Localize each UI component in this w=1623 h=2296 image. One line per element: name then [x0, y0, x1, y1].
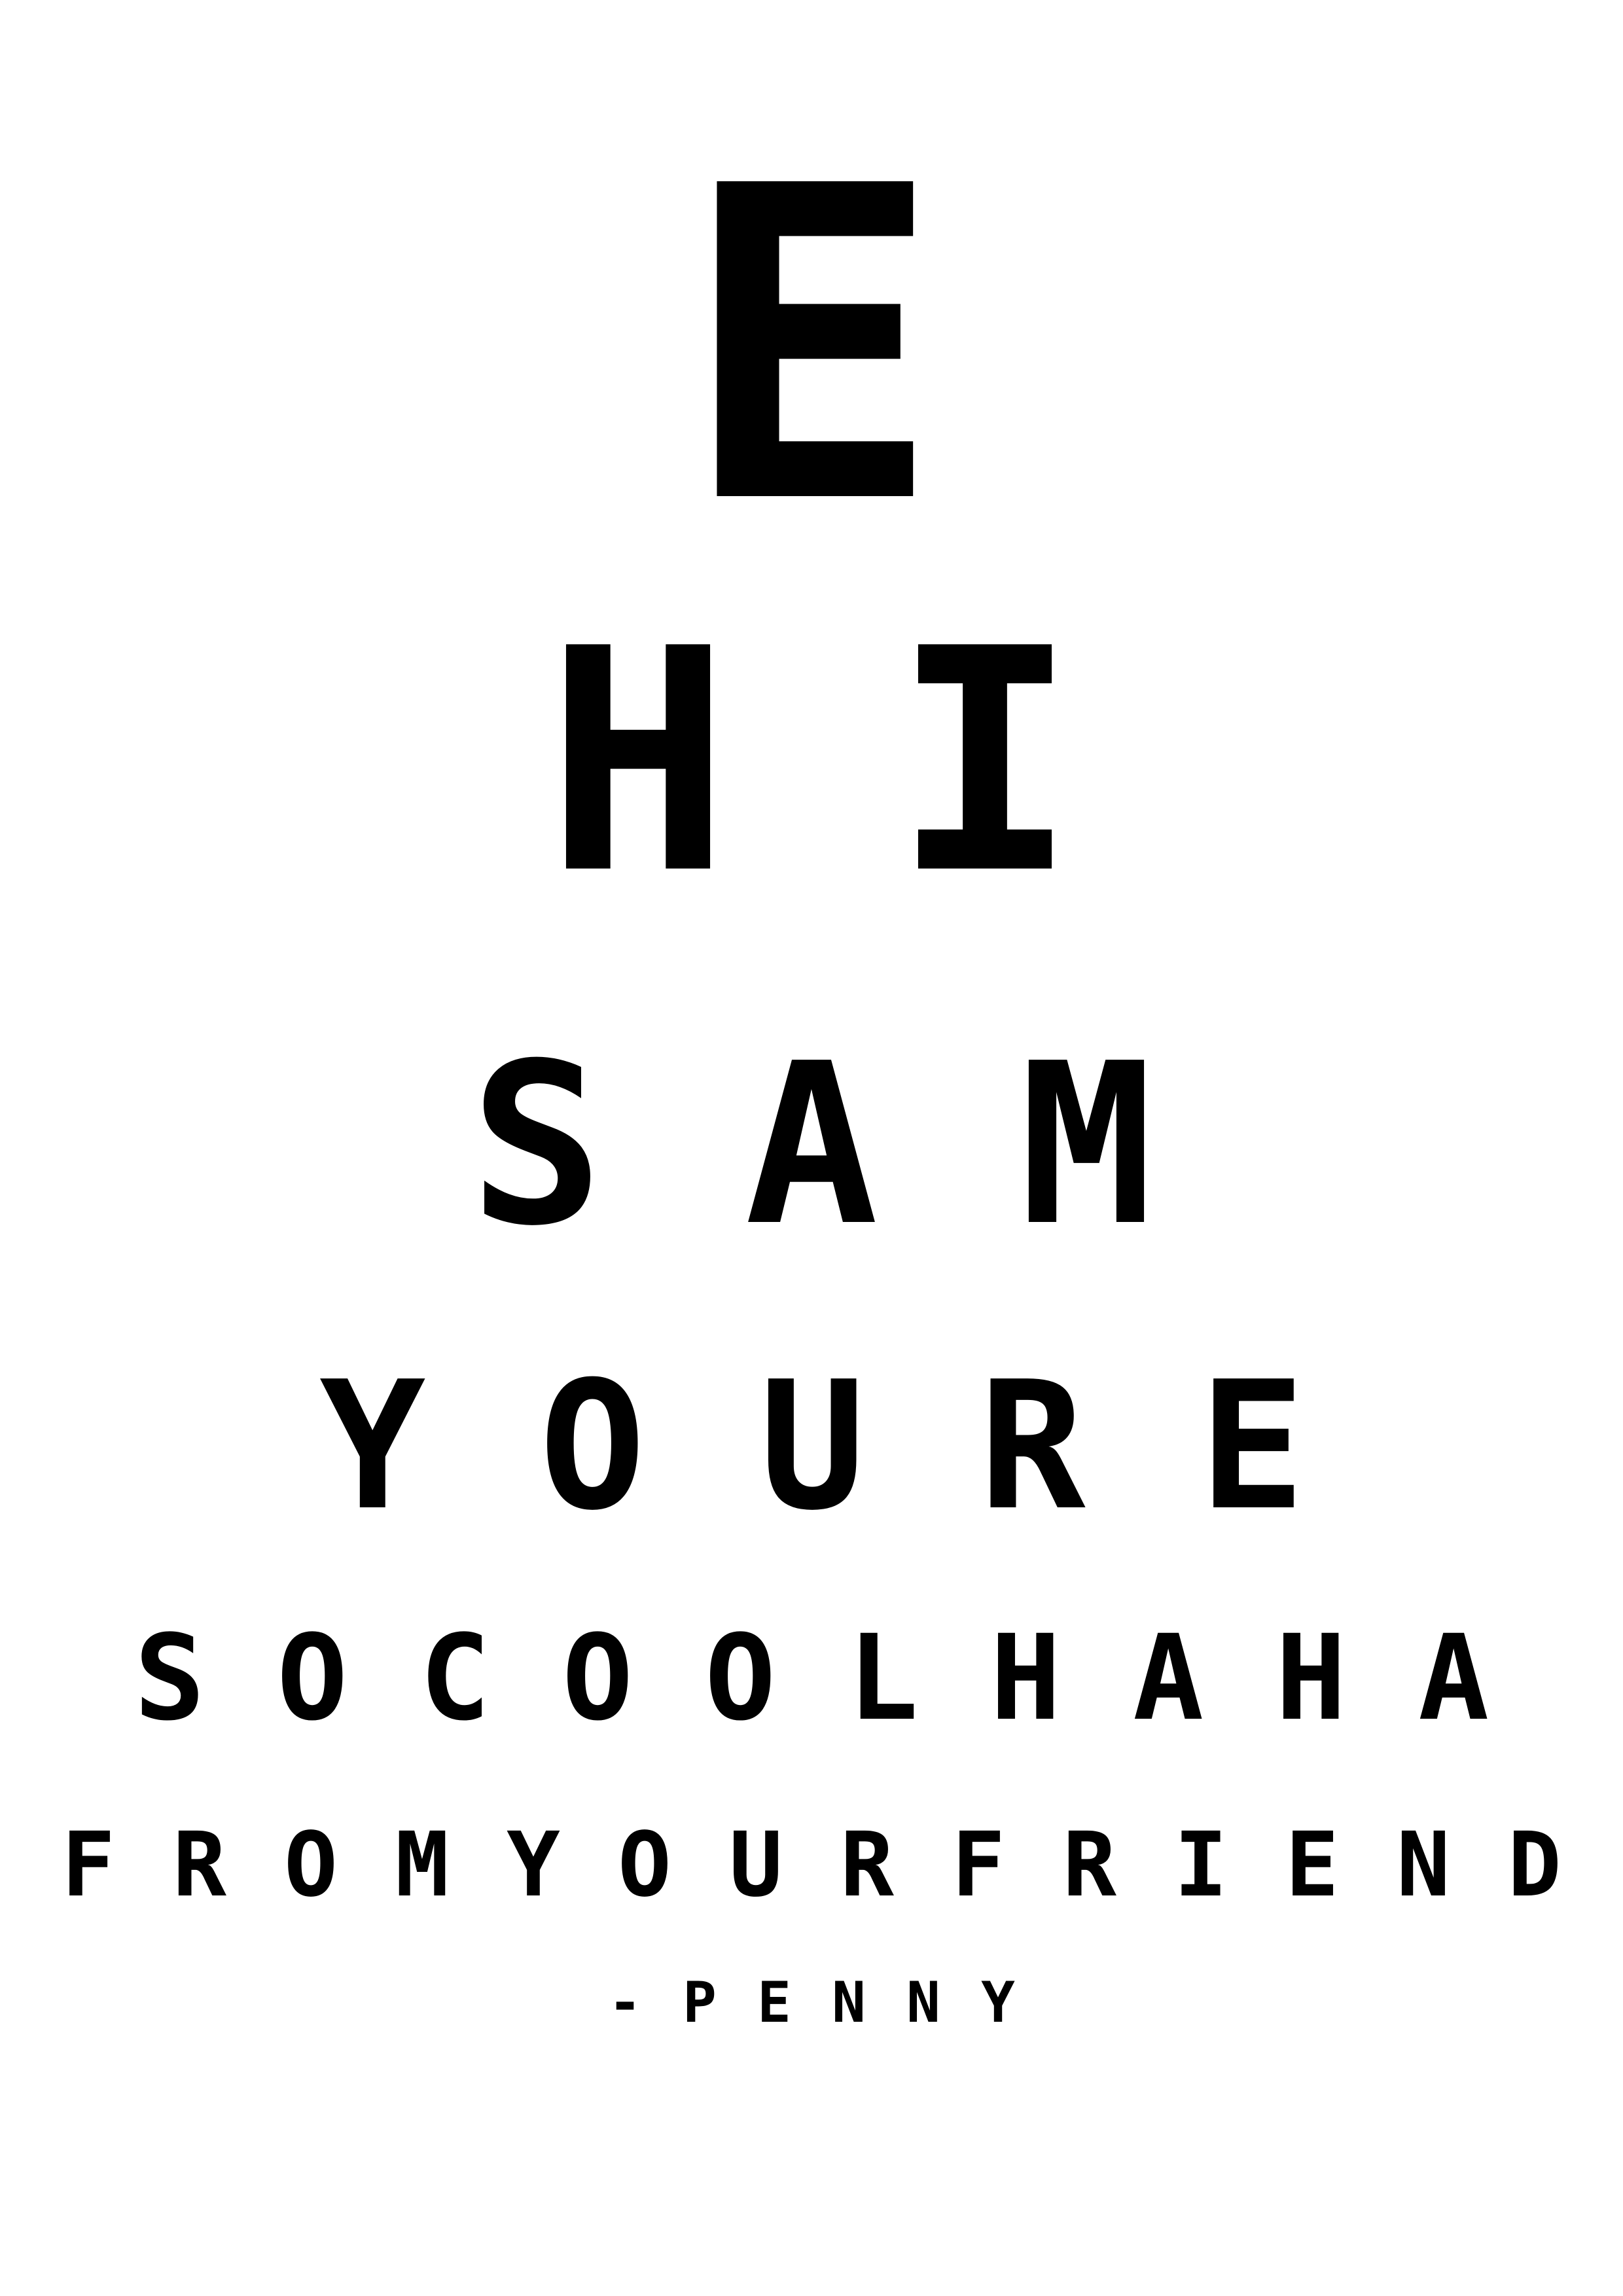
chart-letter: I: [1174, 1814, 1228, 1917]
chart-letter: S: [469, 1016, 604, 1275]
chart-letter: S: [134, 1610, 205, 1747]
chart-letter: P: [683, 1970, 717, 2036]
eye-chart-row-2: [0, 583, 1623, 941]
eye-chart-row-5: [0, 1610, 1623, 1747]
chart-letter: C: [419, 1610, 491, 1747]
chart-letter: O: [618, 1814, 671, 1917]
chart-letter: R: [173, 1814, 226, 1917]
chart-letter: F: [62, 1814, 115, 1917]
chart-letter: M: [395, 1814, 449, 1917]
chart-letter: E: [1285, 1814, 1339, 1917]
chart-letter: Y: [319, 1343, 426, 1549]
eye-chart-row-6: [0, 1814, 1623, 1917]
chart-letter: N: [906, 1970, 940, 2036]
eye-chart-row-4: [0, 1343, 1623, 1549]
eye-chart-row-3: [0, 1016, 1623, 1275]
chart-letter: O: [705, 1610, 776, 1747]
chart-letter: H: [990, 1610, 1061, 1747]
chart-letter: N: [1397, 1814, 1450, 1917]
chart-letter: A: [1418, 1610, 1489, 1747]
chart-letter: O: [562, 1610, 633, 1747]
chart-letter: A: [744, 1016, 879, 1275]
chart-letter: L: [847, 1610, 919, 1747]
eye-chart-row-7: [0, 1970, 1623, 2036]
chart-letter: N: [832, 1970, 866, 2036]
chart-letter: R: [979, 1343, 1086, 1549]
chart-letter: -: [608, 1970, 642, 2036]
chart-letter: I: [892, 583, 1078, 941]
chart-letter: O: [284, 1814, 338, 1917]
chart-letter: D: [1508, 1814, 1561, 1917]
chart-letter: H: [545, 583, 731, 941]
chart-letter: Y: [507, 1814, 560, 1917]
chart-letter: H: [1275, 1610, 1347, 1747]
chart-letter: O: [539, 1343, 646, 1549]
chart-letter: E: [757, 1970, 791, 2036]
chart-letter: A: [1133, 1610, 1204, 1747]
eye-chart-row-1: [0, 95, 1623, 598]
chart-letter: Y: [981, 1970, 1015, 2036]
chart-letter: R: [840, 1814, 894, 1917]
chart-letter: M: [1019, 1016, 1154, 1275]
chart-letter: U: [729, 1814, 783, 1917]
chart-letter: U: [759, 1343, 866, 1549]
chart-letter: F: [952, 1814, 1005, 1917]
chart-letter: O: [277, 1610, 348, 1747]
chart-letter: R: [1063, 1814, 1116, 1917]
chart-letter: E: [1199, 1343, 1306, 1549]
chart-letter: E: [681, 95, 942, 598]
